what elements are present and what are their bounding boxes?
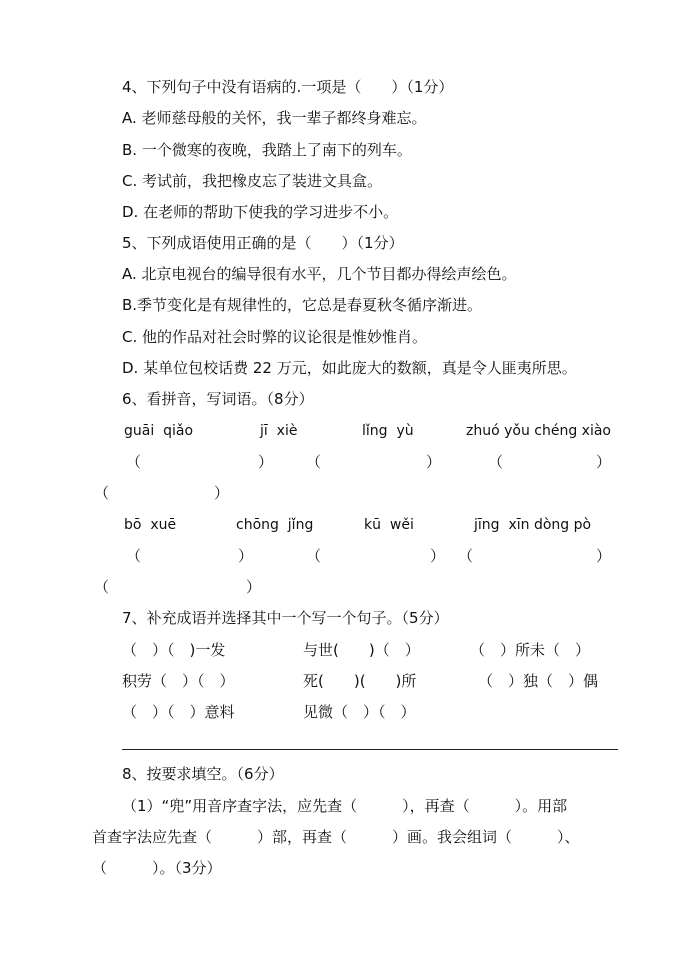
q8-title: 8、按要求填空。（6分）: [122, 765, 284, 783]
answer-bracket-close: ）: [258, 453, 274, 471]
answer-bracket-close: ）: [214, 484, 230, 502]
answer-bracket-open: （: [94, 484, 110, 502]
answer-bracket-open: （: [458, 547, 474, 565]
idiom-blank: 见微（ ）（ ）: [303, 703, 416, 721]
q5-title: 5、下列成语使用正确的是（ ）（1分）: [122, 234, 404, 252]
answer-bracket-open: （: [488, 453, 504, 471]
answer-bracket-open: （: [126, 453, 142, 471]
q5-option-c: C. 他的作品对社会时弊的议论很是惟妙惟肖。: [122, 328, 428, 346]
sentence-writing-line: [122, 749, 618, 750]
q4-option-d: D. 在老师的帮助下使我的学习进步不小。: [122, 203, 399, 221]
q5-option-a: A. 北京电视台的编导很有水平，几个节目都办得绘声绘色。: [122, 265, 517, 283]
q4-option-c: C. 考试前，我把橡皮忘了装进文具盒。: [122, 172, 383, 190]
pinyin-8: jīng xīn dòng pò: [474, 517, 592, 533]
pinyin-4: zhuó yǒu chéng xiào: [466, 423, 611, 439]
answer-bracket-open: （: [126, 547, 142, 565]
pinyin-2: jī xiè: [260, 423, 298, 439]
pinyin-1: guāi qiǎo: [124, 423, 194, 439]
q4-title: 4、下列句子中没有语病的.一项是（ ）（1分）: [122, 78, 454, 96]
idiom-blank: 与世( )（ ）: [303, 641, 420, 659]
q6-title: 6、看拼音，写词语。（8分）: [122, 390, 314, 408]
idiom-blank: 积劳（ ）（ ）: [122, 672, 235, 690]
q4-option-b: B. 一个微寒的夜晚，我踏上了南下的列车。: [122, 141, 412, 159]
answer-bracket-close: ）: [426, 453, 442, 471]
answer-bracket-open: （: [306, 453, 322, 471]
q8-line-1: （1）“兜”用音序查字法，应先查（ ），再查（ ）。用部: [122, 797, 568, 815]
q5-option-b: B.季节变化是有规律性的，它总是春夏秋冬循序渐进。: [122, 296, 483, 314]
q7-title: 7、补充成语并选择其中一个写一个句子。（5分）: [122, 609, 449, 627]
pinyin-5: bō xuē: [124, 517, 177, 533]
answer-bracket-close: ）: [596, 547, 612, 565]
answer-bracket-close: ）: [246, 578, 262, 596]
q8-line-3: （ ）。（3分）: [92, 859, 222, 877]
idiom-blank: （ ）（ )一发: [122, 641, 226, 659]
pinyin-7: kū wěi: [364, 517, 414, 533]
answer-bracket-close: ）: [596, 453, 612, 471]
idiom-blank: 死( )( )所: [303, 672, 417, 690]
q5-option-d: D. 某单位包校话费 22 万元，如此庞大的数额，真是令人匪夷所思。: [122, 359, 577, 377]
idiom-blank: （ ）（ ）意料: [122, 703, 235, 721]
idiom-blank: （ ）所未（ ）: [470, 641, 591, 659]
answer-bracket-close: ）: [238, 547, 254, 565]
q4-option-a: A. 老师慈母般的关怀，我一辈子都终身难忘。: [122, 109, 427, 127]
answer-bracket-close: ）: [430, 547, 446, 565]
idiom-blank: （ ）独（ ）偶: [478, 672, 599, 690]
answer-bracket-open: （: [306, 547, 322, 565]
answer-bracket-open: （: [94, 578, 110, 596]
pinyin-6: chōng jǐng: [236, 517, 314, 533]
pinyin-3: lǐng yù: [362, 423, 414, 439]
q8-line-2: 首查字法应先查（ ）部，再查（ ）画。我会组词（ ）、: [92, 828, 580, 846]
